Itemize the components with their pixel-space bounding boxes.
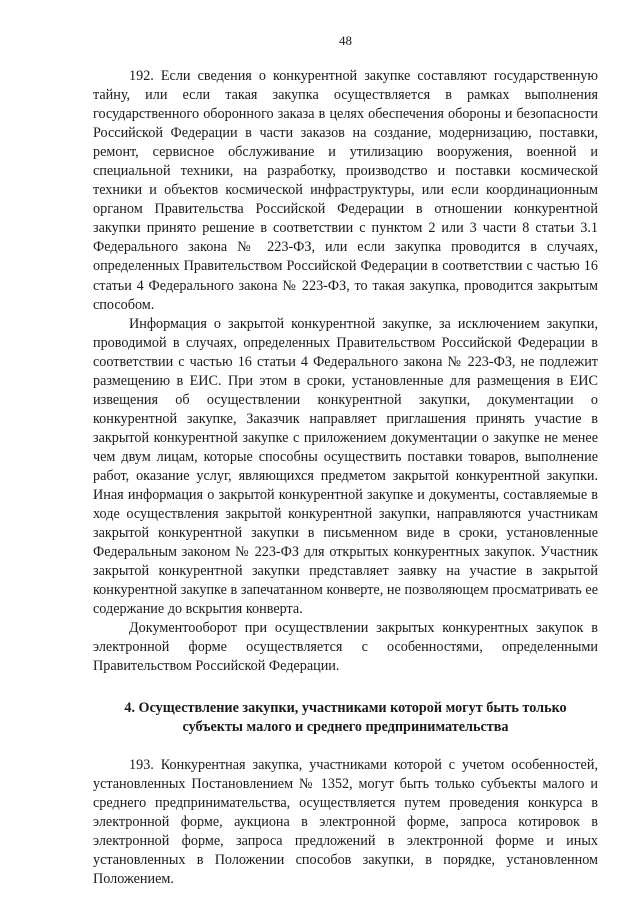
document-body <box>93 67 598 889</box>
section-heading: 4. Осуществление закупки, участниками которой могут быть только субъекты малого и среднего предпринимательства <box>124 699 567 735</box>
document-page <box>93 0 598 905</box>
paragraph-closed-procurement-info: Информация о закрытой конкурентной закупке, за исключением закупки, проводимой в случаях, определенных Правительством Российской Федерации в соответствии с частью 16 статьи 4 Федерального закона № 223-ФЗ, не подлежит размещению в ЕИС. При этом в сроки, установленные для размещения в ЕИС извещения об осуществлении конкурентной закупки, документации о конкурентной закупке, Заказчик направляет приглашения принять участие в закрытой конкурентной закупке с приложением документации о закупке не менее чем двум лицам, которые способны осуществить поставки товаров, выполнение работ, оказание услуг, являющихся предметом закрытой конкурентной закупки. Иная информация о закрытой конкурентной закупке и документы, составляемые в ходе осуществления закрытой конкурентной закупки, направляются участникам закрытой конкурентной закупки в письменном виде в сроки, установленные Федеральным законом № 223-ФЗ для открытых конкурентных закупок. Участник закрытой конкурентной закупки представляет заявку на участие в закрытой конкурентной закупке в запечатанном конверте, не позволяющем просматривать ее содержание до вскрытия конверта. <box>93 315 598 618</box>
paragraph-193: 193. Конкурентная закупка, участниками которой с учетом особенностей, установленных Постановлением № 1352, могут быть только субъекты малого и среднего предпринимательства, осуществляется путем проведения конкурса в электронной форме, аукциона в электронной форме, запроса котировок в электронной форме, запроса предложений в электронной форме и иных установленных в Положении способов закупки, в порядке, установленном Положением. <box>93 756 598 887</box>
paragraph-192: 192. Если сведения о конкурентной закупке составляют государственную тайну, или если такая закупка осуществляется в рамках выполнения государственного оборонного заказа в целях обеспечения обороны и безопасности Российской Федерации в части заказов на создание, модернизацию, поставки, ремонт, сервисное обслуживание и утилизацию вооружения, военной и специальной техники, на разработку, производство и поставки космической техники и объектов космической инфраструктуры, или если координационным органом Правительства Российской Федерации в отношении конкурентной закупки принято решение в соответствии с пунктом 2 или 3 части 8 статьи 3.1 Федерального закона № 223-ФЗ, или если закупка проводится в случаях, определенных Правительством Российской Федерации в соответствии с частью 16 статьи 4 Федерального закона № 223-ФЗ, то такая закупка, проводится закрытым способом. <box>93 68 598 313</box>
page-number: 48 <box>339 33 352 48</box>
paragraph-document-flow: Документооборот при осуществлении закрытых конкурентных закупок в электронной форме осуществляется с особенностями, определенными Правительством Российской Федерации. <box>93 620 598 675</box>
